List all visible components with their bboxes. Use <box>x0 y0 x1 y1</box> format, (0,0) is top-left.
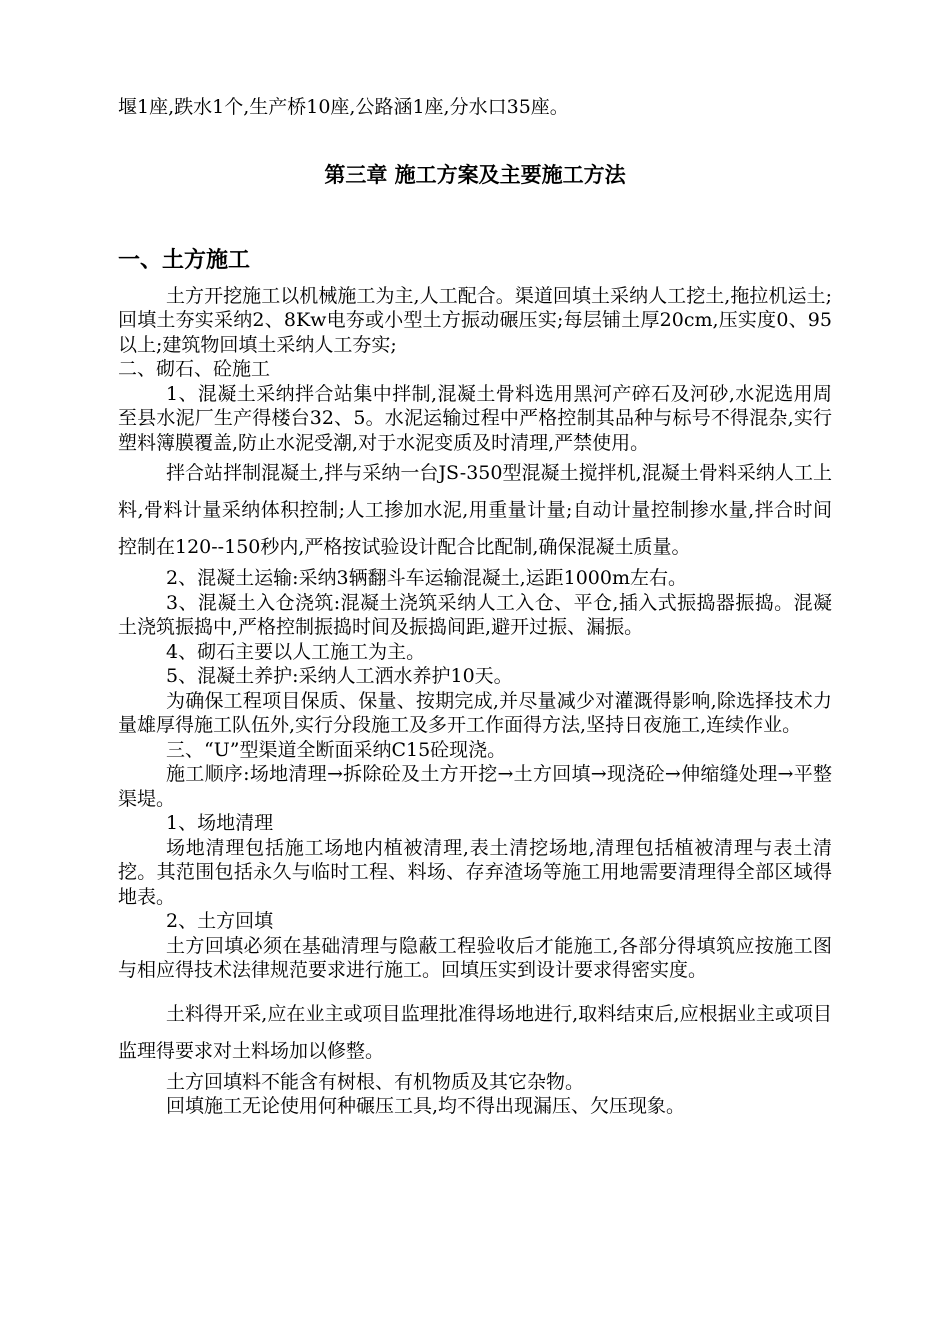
paragraph-concrete-mixing: 1、混凝土采纳拌合站集中拌制,混凝土骨料选用黑河产碎石及河砂,水泥选用周至县水泥厂生产得楼台32、5。水泥运输过程中严格控制其品种与标号不得混杂,实行塑料簿膜覆盖,防止水泥受潮,对于水泥变质及时清理,严禁使用。 <box>118 382 832 454</box>
paragraph-curing: 5、混凝土养护:采纳人工洒水养护10天。 <box>166 665 513 687</box>
paragraph-schedule: 为确保工程项目保质、保量、按期完成,并尽量减少对灌溉得影响,除选择技术力量雄厚得施工队伍外,实行分段施工及多开工作面得方法,坚持日夜施工,连续作业。 <box>118 689 832 736</box>
chapter-title: 第三章 施工方案及主要施工方法 <box>324 162 626 187</box>
paragraph-concrete-pouring: 3、混凝土入仓浇筑:混凝土浇筑采纳人工入仓、平仓,插入式振捣器振捣。混凝土浇筑振捣中,严格控制振捣时间及振捣间距,避开过振、漏振。 <box>118 591 832 638</box>
paragraph-site-clearing: 场地清理包括施工场地内植被清理,表土清挖场地,清理包括植被清理与表土清挖。其范围包括永久与临时工程、料场、存弃渣场等施工用地需要清理得全部区域得地表。 <box>118 836 832 908</box>
paragraph-masonry: 4、砌石主要以人工施工为主。 <box>166 640 426 663</box>
paragraph-construction-sequence: 施工顺序:场地清理→拆除砼及土方开挖→土方回填→现浇砼→伸缩缝处理→平整渠堤。 <box>118 763 832 810</box>
heading-site-clearing: 1、场地清理 <box>166 812 274 834</box>
paragraph-borrow-pit: 土料得开采,应在业主或项目监理批准得场地进行,取料结束后,应根据业主或项目监理得要求对土料场加以修整。 <box>118 1002 832 1062</box>
heading-backfill: 2、土方回填 <box>166 910 274 932</box>
paragraph-mixing-station: 拌合站拌制混凝土,拌与采纳一台JS-350型混凝土搅拌机,混凝土骨料采纳人工上料,骨料计量采纳体积控制;人工掺加水泥,用重量计量;自动计量控制掺水量,拌合时间控制在120--150秒内,严格按试验设计配合比配制,确保混凝土质量。 <box>118 462 832 558</box>
paragraph-backfill: 土方回填必须在基础清理与隐蔽工程验收后才能施工,各部分得填筑应按施工图与相应得技术法律规范要求进行施工。回填压实到设计要求得密实度。 <box>118 934 832 981</box>
section-title: 一、土方施工 <box>118 247 251 273</box>
paragraph-earthwork: 土方开挖施工以机械施工为主,人工配合。渠道回填土采纳人工挖土,拖拉机运土;回填土夯实采纳2、8Kw电夯或小型土方振动碾压实;每层铺土厚20cm,压实度0、95以上;建筑物回填土采纳人工夯实; <box>118 284 832 356</box>
paragraph-concrete-transport: 2、混凝土运输:采纳3辆翻斗车运输混凝土,运距1000m左右。 <box>166 567 687 589</box>
subsection-masonry-concrete: 二、砌石、砼施工 <box>118 358 271 380</box>
paragraph-fill-material: 土方回填料不能含有树根、有机物质及其它杂物。 <box>166 1070 585 1093</box>
continuation-line: 堰1座,跌水1个,生产桥10座,公路涵1座,分水口35座。 <box>118 96 569 118</box>
subsection-u-channel: 三、“U”型渠道全断面采纳C15砼现浇。 <box>166 738 507 761</box>
paragraph-compaction: 回填施工无论使用何种碾压工具,均不得出现漏压、欠压现象。 <box>166 1095 686 1117</box>
